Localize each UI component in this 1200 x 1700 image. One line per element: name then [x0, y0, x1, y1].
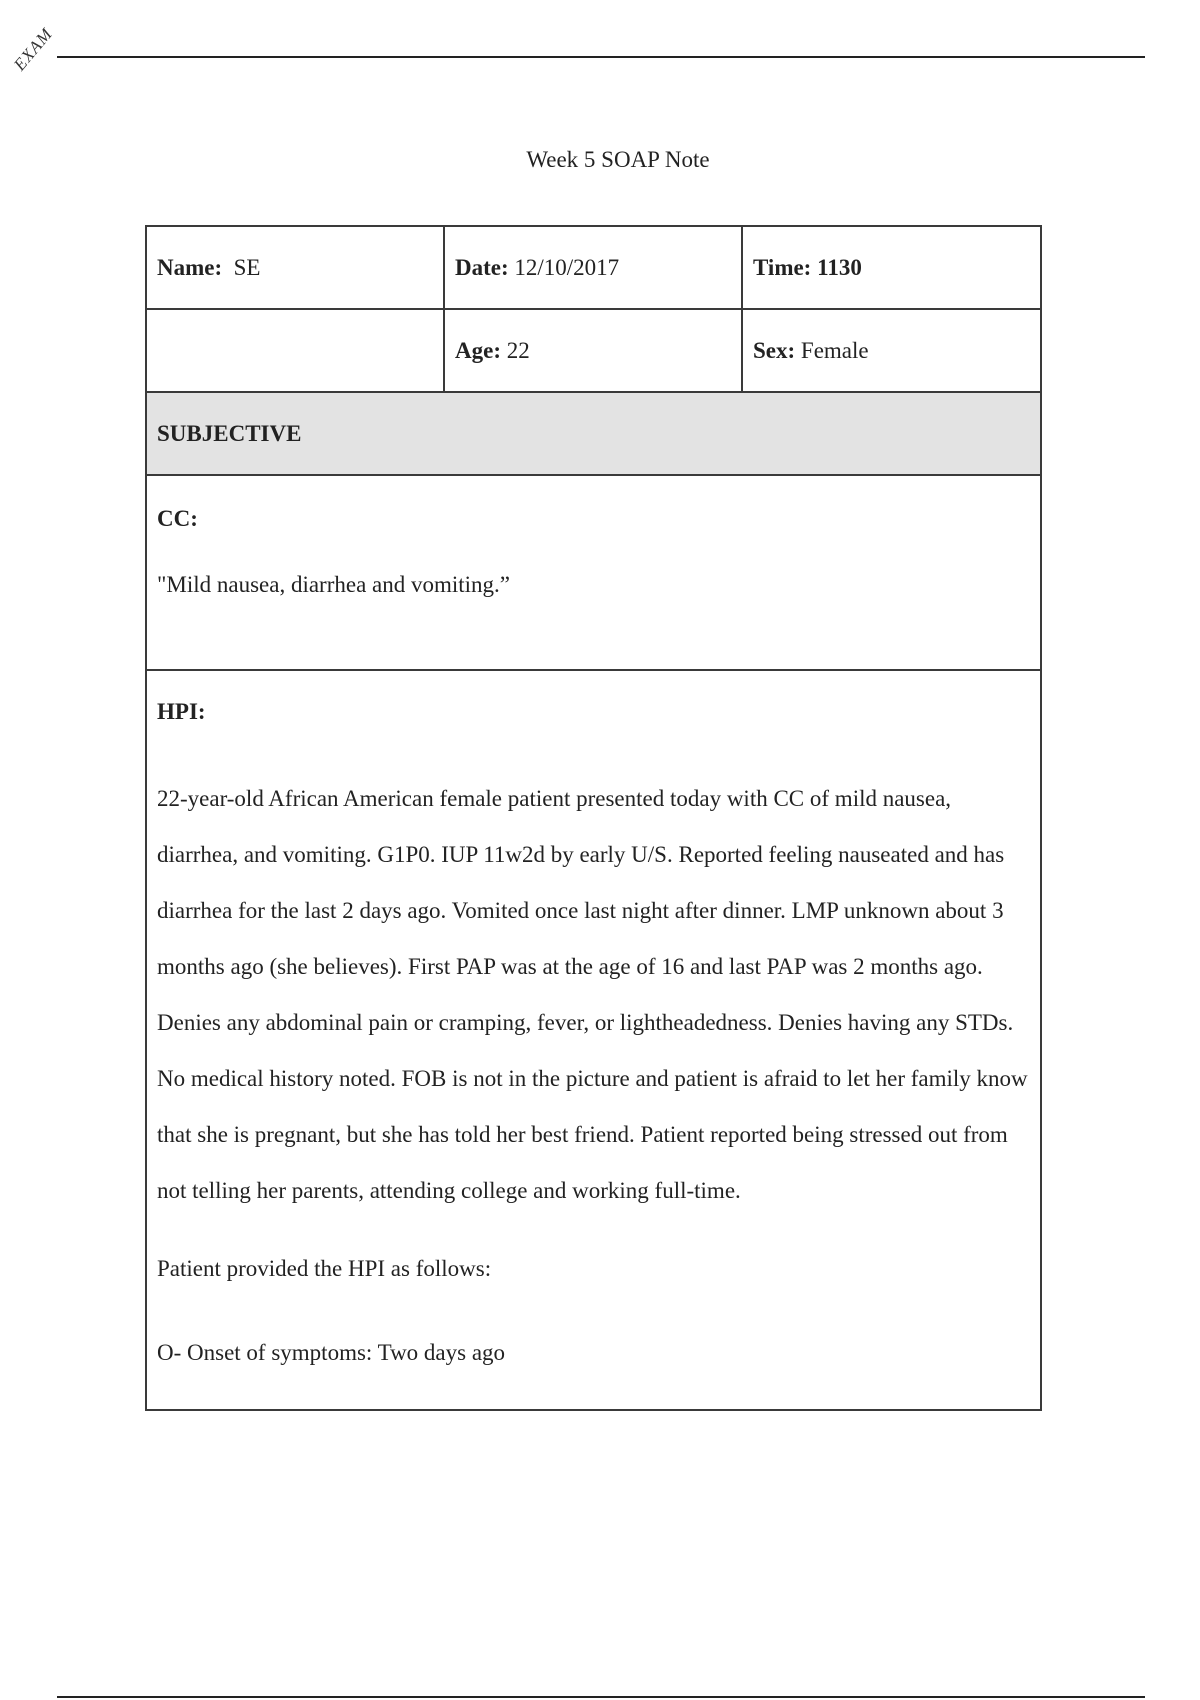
footer-rule [57, 1696, 1145, 1698]
name-value: SE [233, 254, 261, 280]
subjective-header: SUBJECTIVE [146, 392, 1041, 475]
page-title: Week 5 SOAP Note [526, 147, 710, 172]
date-cell [444, 226, 742, 309]
cc-cell [146, 475, 1041, 670]
cc-text: "Mild nausea, diarrhea and vomiting.” [157, 572, 511, 597]
age-value: 22 [506, 337, 530, 363]
time-label: Time: [753, 254, 812, 280]
hpi-paragraph: 22-year-old African American female patient presented today with CC of mild nausea, diarrhea, and vomiting. G1P0. IUP 11w2d by early U/S. Reported feeling nauseated and has diarrhea for the last 2 days ago. Vomited once last night after dinner. LMP unknown about 3 months ago (she believes). First PAP was at the age of 16 and last PAP was 2 months ago. Denies any abdominal pain or cramping, fever, or lightheadedness. Denies having any STDs. No medical history noted. FOB is not in the picture and patient is afraid to let her family know that she is pregnant, but she has told her best friend. Patient reported being stressed out from not telling her parents, attending college and working full-time. [157, 786, 1028, 1203]
exam-watermark: EXAM [10, 24, 57, 75]
hpi-cell [146, 670, 1041, 1410]
date-value: 12/10/2017 [514, 254, 620, 280]
time-value: 1130 [817, 254, 862, 280]
hpi-row [146, 670, 1041, 1410]
patient-demographics-row [146, 309, 1041, 392]
hpi-onset: O- Onset of symptoms: Two days ago [157, 1340, 506, 1365]
date-label: Date: [455, 254, 509, 280]
sex-label: Sex: [753, 337, 796, 363]
sex-value: Female [800, 337, 869, 363]
header-rule [57, 56, 1145, 58]
age-cell [444, 309, 742, 392]
soap-note-table [145, 225, 1042, 1411]
sex-cell [742, 309, 1041, 392]
patient-info-row [146, 226, 1041, 309]
age-label: Age: [455, 337, 501, 363]
empty-cell [146, 309, 444, 392]
hpi-label: HPI: [157, 699, 206, 724]
cc-row [146, 475, 1041, 670]
subjective-header-row [146, 392, 1041, 475]
hpi-intro: Patient provided the HPI as follows: [157, 1256, 492, 1281]
cc-label: CC: [157, 506, 198, 531]
time-cell [742, 226, 1041, 309]
name-cell [146, 226, 444, 309]
name-label: Name: [157, 254, 223, 280]
